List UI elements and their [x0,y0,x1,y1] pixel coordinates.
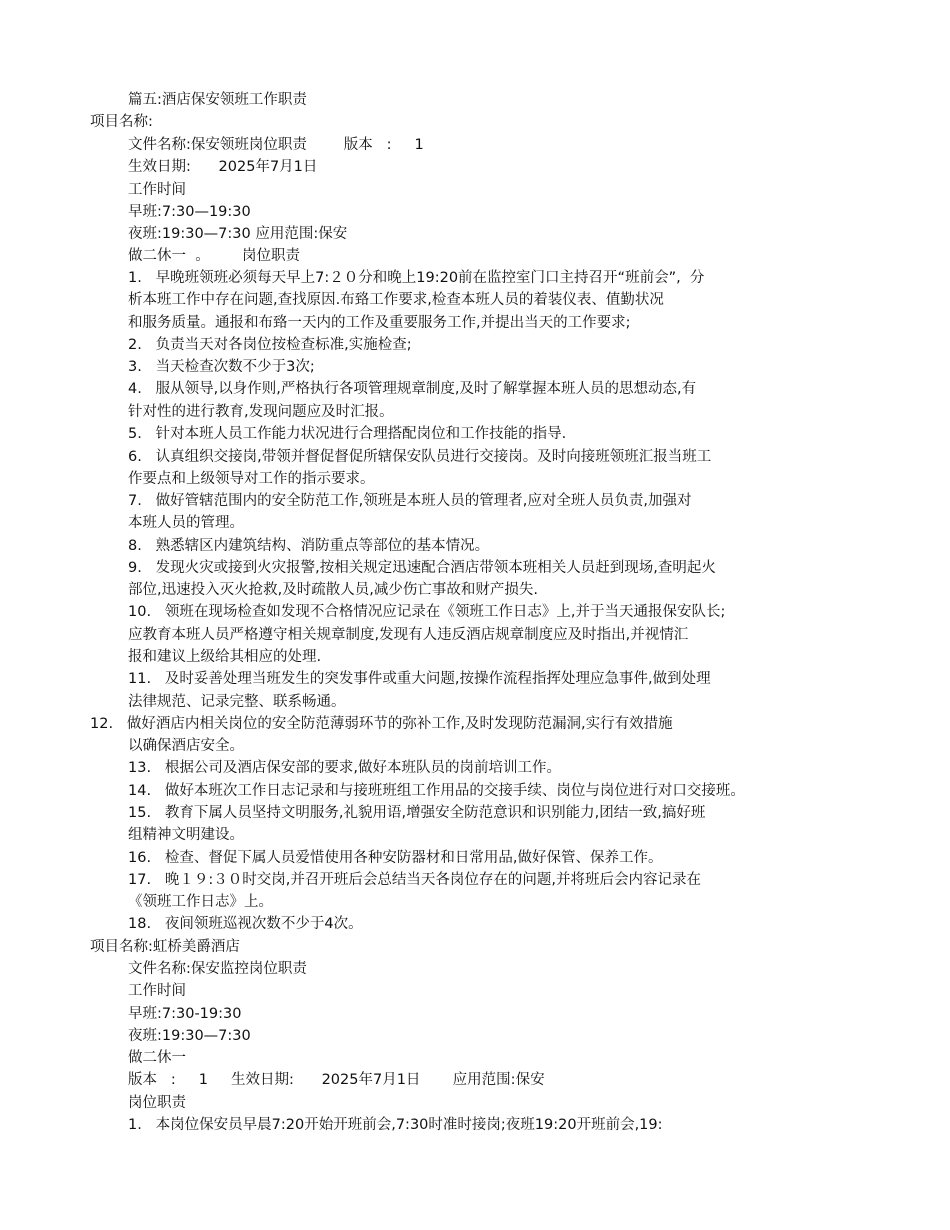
doc-line: 夜班:19:30—7:30 应用范围:保安 [128,226,348,242]
doc-line: 7. 做好管辖范围内的安全防范工作,领班是本班人员的管理者,应对全班人员负责,加强对 [128,493,692,509]
doc-line: 组精神文明建设。 [128,827,244,843]
doc-line: 早班:7:30-19:30 [128,1006,242,1022]
doc-line: 析本班工作中存在问题,查找原因.布臵工作要求,检查本班人员的着装仪表、值勤状况 [128,292,664,308]
doc-line: 报和建议上级给其相应的处理. [128,649,322,665]
doc-line: 工作时间 [128,182,186,198]
doc-line: 11. 及时妥善处理当班发生的突发事件或重大问题,按操作流程指挥处理应急事件,做到处理 [128,671,711,687]
doc-line: 项目名称:虹桥美爵酒店 [90,939,240,955]
doc-line: 本班人员的管理。 [128,515,244,531]
doc-line: 和服务质量。通报和布臵一天内的工作及重要服务工作,并提出当天的工作要求; [128,315,631,331]
doc-line: 夜班:19:30—7:30 [128,1028,251,1044]
doc-line: 生效日期: 2025年7月1日 [128,159,318,175]
doc-line: 以确保酒店安全。 [128,738,244,754]
doc-line: 应教育本班人员严格遵守相关规章制度,发现有人违反酒店规章制度应及时指出,并视情汇 [128,627,689,643]
doc-line: 早班:7:30—19:30 [128,204,251,220]
doc-line: 13. 根据公司及酒店保安部的要求,做好本班队员的岗前培训工作。 [128,760,561,776]
doc-line: 文件名称:保安领班岗位职责 版本 : 1 [128,137,424,153]
doc-line: 3. 当天检查次数不少于3次; [128,359,315,375]
doc-line: 10. 领班在现场检查如发现不合格情况应记录在《领班工作日志》上,并于当天通报保安队长; [128,604,726,620]
doc-line: 1. 早晚班领班必须每天早上7:２０分和晚上19:20前在监控室门口主持召开“班前会”, 分 [128,270,705,286]
doc-line: 文件名称:保安监控岗位职责 [128,961,307,977]
doc-line: 6. 认真组织交接岗,带领并督促督促所辖保安队员进行交接岗。及时向接班领班汇报当班工 [128,449,712,465]
doc-line: 5. 针对本班人员工作能力状况进行合理搭配岗位和工作技能的指导. [128,426,567,442]
doc-line: 针对性的进行教育,发现问题应及时汇报。 [128,404,394,420]
doc-line: 篇五:酒店保安领班工作职责 [128,92,307,108]
doc-line: 17. 晚１９:３０时交岗,并召开班后会总结当天各岗位存在的问题,并将班后会内容记录在 [128,872,701,888]
doc-line: 15. 教育下属人员坚持文明服务,礼貌用语,增强安全防范意识和识别能力,团结一致,搞好班 [128,805,706,821]
doc-line: 18. 夜间领班巡视次数不少于4次。 [128,916,363,932]
doc-line: 法律规范、记录完整、联系畅通。 [128,694,346,710]
doc-line: 2. 负责当天对各岗位按检查标准,实施检查; [128,337,412,353]
doc-line: 项目名称: [90,114,153,130]
doc-line: 1. 本岗位保安员早晨7:20开始开班前会,7:30时准时接岗;夜班19:20开班前会,19: [128,1117,663,1133]
doc-line: 岗位职责 [128,1095,186,1111]
doc-line: 4. 服从领导,以身作则,严格执行各项管理规章制度,及时了解掌握本班人员的思想动态,有 [128,381,697,397]
doc-line: 8. 熟悉辖区内建筑结构、消防重点等部位的基本情况。 [128,538,490,554]
doc-line: 版本 : 1 生效日期: 2025年7月1日 应用范围:保安 [128,1072,545,1088]
doc-line: 12. 做好酒店内相关岗位的安全防范薄弱环节的弥补工作,及时发现防范漏洞,实行有效措施 [90,716,673,732]
doc-line: 16. 检查、督促下属人员爱惜使用各种安防器材和日常用品,做好保管、保养工作。 [128,850,663,866]
doc-line: 14. 做好本班次工作日志记录和与接班班组工作用品的交接手续、岗位与岗位进行对口交接班。 [128,783,745,799]
doc-line: 部位,迅速投入灭火抢救,及时疏散人员,减少伤亡事故和财产损失. [128,582,538,598]
doc-line: 9. 发现火灾或接到火灾报警,按相关规定迅速配合酒店带领本班相关人员赶到现场,查明起火 [128,560,716,576]
doc-line: 做二休一 。 岗位职责 [128,248,300,264]
doc-line: 工作时间 [128,983,186,999]
doc-line: 《领班工作日志》上。 [128,894,273,910]
doc-line: 作要点和上级领导对工作的指示要求。 [128,471,375,487]
doc-line: 做二休一 [128,1050,186,1066]
